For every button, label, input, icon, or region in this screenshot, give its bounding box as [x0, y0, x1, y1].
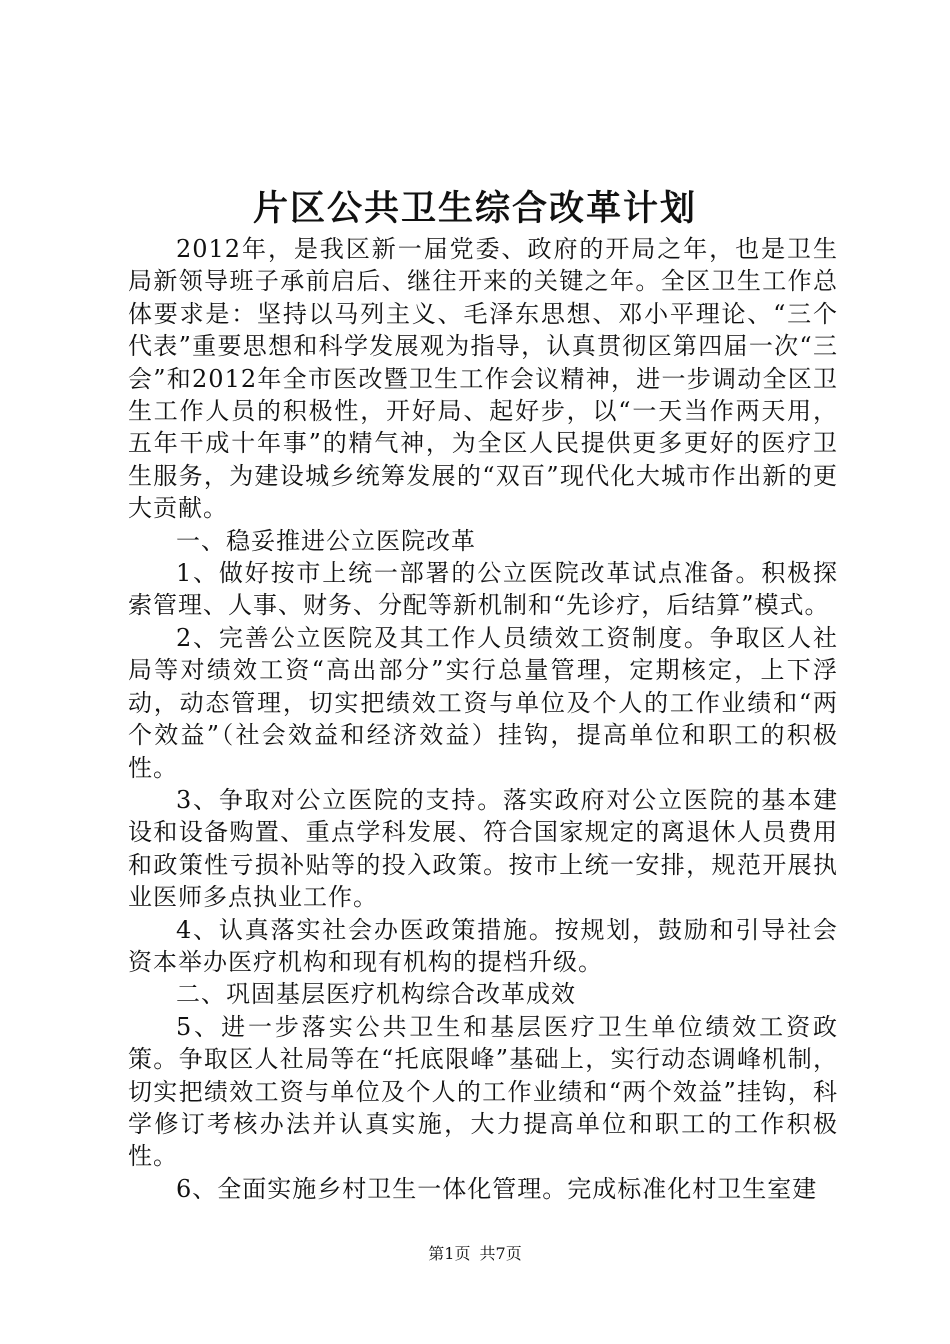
paragraph-item-2: 2、完善公立医院及其工作人员绩效工资制度。争取区人社局等对绩效工资“高出部分”实行总量管理，定期核定，上下浮动，动态管理，切实把绩效工资与单位及个人的工作业绩和“两个效益”（社会效益和经济效益）挂钩，提高单位和职工的积极性。	[128, 623, 838, 782]
paragraph-item-4: 4、认真落实社会办医政策措施。按规划，鼓励和引导社会资本举办医疗机构和现有机构的提档升级。	[128, 915, 838, 976]
page-title: 片区公共卫生综合改革计划	[252, 188, 697, 229]
paragraph-item-1: 1、做好按市上统一部署的公立医院改革试点准备。积极探索管理、人事、财务、分配等新机制和“先诊疗，后结算”模式。	[128, 559, 838, 620]
page-footer	[0, 1243, 950, 1265]
paragraph-item-3: 3、争取对公立医院的支持。落实政府对公立医院的基本建设和设备购置、重点学科发展、符合国家规定的离退休人员费用和政策性亏损补贴等的投入政策。按市上统一安排，规范开展执业医师多点执业工作。	[128, 785, 838, 912]
section-heading-2: 二、巩固基层医疗机构综合改革成效	[176, 980, 576, 1009]
paragraph-item-5: 5、进一步落实公共卫生和基层医疗卫生单位绩效工资政策。争取区人社局等在“托底限峰”基础上，实行动态调峰机制，切实把绩效工资与单位及个人的工作业绩和“两个效益”挂钩，科学修订考核办法并认真实施，大力提高单位和职工的工作积极性。	[128, 1012, 838, 1171]
section-heading-1: 一、稳妥推进公立医院改革	[176, 526, 476, 555]
document-body	[128, 233, 838, 1205]
paragraph-item-6: 6、全面实施乡村卫生一体化管理。完成标准化村卫生室建	[176, 1174, 818, 1203]
page-total: 共7页	[479, 1244, 522, 1263]
page-number: 第1页	[428, 1244, 471, 1263]
intro-paragraph: 2012年，是我区新一届党委、政府的开局之年，也是卫生局新领导班子承前启后、继往开来的关键之年。全区卫生工作总体要求是：坚持以马列主义、毛泽东思想、邓小平理论、“三个代表”重要思想和科学发展观为指导，认真贯彻区第四届一次“三会”和2012年全市医改暨卫生工作会议精神，进一步调动全区卫生工作人员的积极性，开好局、起好步，以“一天当作两天用，五年干成十年事”的精气神，为全区人民提供更多更好的医疗卫生服务，为建设城乡统筹发展的“双百”现代化大城市作出新的更大贡献。	[128, 235, 838, 523]
